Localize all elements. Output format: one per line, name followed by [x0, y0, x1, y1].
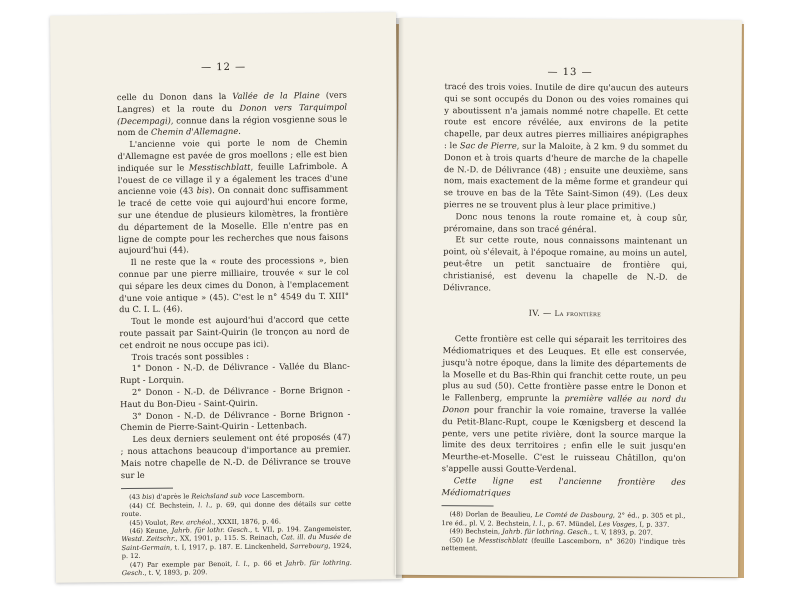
- text-run: Le Comté de Dasbourg: [534, 511, 613, 520]
- text-run: , 1924, p. 12.: [121, 541, 352, 561]
- text-run: , p. 66 et: [247, 558, 286, 568]
- text-run: bis: [142, 493, 152, 502]
- paragraph: [120, 361, 350, 387]
- text-run: Les Vosges: [598, 519, 636, 529]
- text-run: , p. 69, qui donne des détails sur cette route.: [121, 499, 352, 519]
- text-run: Cette frontière est celle qui séparait les territoires des Médiomatriques et des Leuques. Et elle est conservée, jusqu'à notre époque, dans la limite des départements de la Moselle et du Bas-Rhin qui franchit cette route, un peu plus au sud (50). Cette frontière passe entre le Donon et le Fallenberg, emprunte la: [442, 333, 687, 404]
- text-run: Les deux derniers seulement ont été proposés (47) ; nous attachons beaucoup d'importance au premier. Mais notre chapelle de N.-D. de Délivrance se trouve sur le: [120, 431, 351, 480]
- text-run: (48) Dorlan de Beaulieu,: [449, 510, 536, 520]
- page-number: — 13 —: [547, 66, 593, 79]
- text-run: Westd. Zeitschr.: [121, 534, 176, 544]
- paragraph: [119, 255, 350, 316]
- text-run: Messtischblatt: [478, 535, 528, 545]
- text-run: , 2° éd., p. 305 et pl., 1re éd., pl. V, 2. Bechstein,: [441, 511, 686, 528]
- text-run: L'ancienne voie qui porte le nom de Chemin d'Allemagne est pavée de gros moellons ; elle est bien indiquée sur le: [117, 136, 348, 173]
- text-run: Vallée de la Plaine: [232, 90, 320, 101]
- text-run: (vers Langres) et la route du: [116, 89, 347, 114]
- left-footnotes: [121, 491, 352, 577]
- text-run: (46) Keune,: [129, 526, 172, 535]
- footnote: [441, 510, 685, 529]
- right-body: [443, 81, 688, 295]
- text-run: , I, p. 337.: [635, 520, 670, 529]
- text-run: (feuille Lascemborn, n° 3620) l'indique très nettement.: [441, 536, 686, 553]
- right-page-text: [441, 81, 688, 554]
- text-run: Jahrb. für lothring. Gesch.: [121, 558, 352, 578]
- footnote-rule: [121, 488, 173, 490]
- text-run: ) d'après le: [151, 492, 192, 502]
- text-run: .: [238, 126, 241, 137]
- text-run: , XXXII, 1876, p. 46.: [213, 516, 281, 526]
- text-run: Trois tracés sont possibles :: [131, 350, 250, 362]
- paragraph: [120, 385, 350, 411]
- paragraph: [120, 432, 350, 482]
- text-run: , XX, 1901, p. 115. S. Reinach,: [175, 533, 282, 543]
- footnote: [122, 558, 352, 577]
- section-title: La frontière: [554, 309, 602, 319]
- paragraph: [442, 475, 686, 500]
- text-run: Cette ligne est l'ancienne frontière des Médiomatriques: [441, 474, 686, 498]
- text-run: Donc nous tenons la route romaine et, à coup sûr, préromaine, dans son tracé général.: [443, 210, 688, 234]
- text-run: Reichsland sub voce: [191, 491, 260, 501]
- section-number: IV. —: [528, 308, 552, 319]
- text-run: l. l.: [533, 519, 544, 528]
- right-body-section: [442, 333, 687, 500]
- page-number: — 12 —: [200, 61, 247, 74]
- text-run: Rev. archéol.: [170, 517, 214, 527]
- right-footnotes: [441, 510, 685, 554]
- text-run: celle du Donon dans la: [116, 90, 233, 103]
- paragraph: [117, 90, 347, 140]
- footnote-rule: [442, 505, 494, 506]
- text-run: Messtischblatt: [188, 161, 251, 173]
- book-gutter: [396, 18, 404, 578]
- text-run: (47) Par exemple par Benoit,: [129, 559, 236, 569]
- text-run: 1° Donon - N.-D. de Délivrance - Vallée du Blanc-Rupt - Lorquin.: [119, 361, 350, 386]
- text-run: ). On connait donc suffisamment le tracé de cette voie qui aujourd'hui encore forme, sur une étendue de plusieurs kilomètres, la frontière du département de la Moselle. Elle n'entre pas en ligne de compte pour les recherches que nous faisons aujourd'hui (44).: [117, 184, 349, 256]
- paragraph: [443, 234, 687, 295]
- text-run: pour franchir la voie romaine, traverse la vallée du Petit-Blanc-Rupt, coupe le Kœnigsberg et descend la pente, vers une petite rivière, dont la source marque la limite des deux territoires ; enfin elle le suit jusqu'en Meurthe-et-Moselle. C'est le ruisseau Châtillon, qu'on s'appelle aussi Goutte-Verdenal.: [441, 404, 687, 474]
- text-run: (45) Voulot,: [129, 518, 171, 527]
- text-run: 2° Donon - N.-D. de Délivrance - Borne Brignon - Haut du Bon-Dieu - Saint-Quirin.: [120, 384, 351, 409]
- text-run: première vallée au nord du Donon: [442, 393, 687, 415]
- text-run: (50) Le: [449, 535, 479, 544]
- text-run: Et sur cette route, nous connaissons maintenant un point, où s'élevait, à l'époque romaine, au moins un autel, peut-être un petit sanctuaire de frontière qui, christianisé, est devenu la chapelle de N.-D. de Délivrance.: [443, 234, 688, 293]
- text-run: bis: [196, 185, 209, 196]
- text-run: , connue dans la région vosgienne sous le nom de: [117, 113, 348, 138]
- text-run: tracé des trois voies. Inutile de dire qu'aucun des auteurs qui se sont occupés du Donon ou des voies romaines qui y aboutissent n'a jamais nommé notre chapelle. Et cette route est encore révélée, aux environs de la petite chapelle, par deux autres pierres milliaires anépigraphes : le: [444, 81, 689, 151]
- text-run: Jahrb. für lothr. Gesch.: [171, 525, 251, 535]
- paragraph: [444, 81, 689, 212]
- text-run: Lascemborn.: [259, 491, 305, 500]
- text-run: Il ne reste que la « route des processions », bien connue par une pierre milliaire, trouvée « sur le col qui sépare les deux cimes du Donon, à l'emplacement d'une voie antique » (45). C'est le n° 4549 du T. XIII° du C. I. L. (46).: [118, 254, 350, 315]
- footnote: [441, 536, 685, 555]
- section-heading: [443, 307, 687, 321]
- text-run: 3° Donon - N.-D. de Délivrance - Borne Brignon - Chemin de Pierre-Saint-Quirin - Lettenbach.: [120, 408, 351, 433]
- left-page: [50, 12, 402, 583]
- text-run: Cat. ill. du Musée de Saint-Germain: [121, 533, 352, 552]
- text-run: , t. I, 1917, p. 187. E. Linckenheld,: [170, 542, 290, 552]
- paragraph: [442, 333, 687, 476]
- text-run: (43: [129, 493, 143, 502]
- text-run: l. l.: [235, 559, 248, 568]
- text-run: Tout le monde est aujourd'hui d'accord que cette route passait par Saint-Quirin (le tronçon au nord de cet endroit ne nous occupe pas ici).: [119, 313, 350, 350]
- text-run: , t. V, 1893, p. 209.: [144, 568, 208, 577]
- text-run: , sur la Maloite, à 2 km. 9 du sommet du Donon et à trois quarts d'heure de marche de la chapelle de N.-D. de Délivrance (48) ; ensuite une deuxième, sans nom, mais exactement de la même forme et grandeur qui se trouve en bas de la Tête Saint-Simon (49). (Les deux pierres ne se trouvent plus à leur place primitive.): [443, 140, 689, 211]
- text-run: Jahrb. für lothring. Gesch.: [502, 527, 591, 537]
- right-page: [395, 18, 742, 577]
- text-run: Donon vers Tarquimpol (Decempagi): [117, 101, 348, 126]
- text-run: Chemin d'Allemagne: [150, 126, 239, 138]
- paragraph: [119, 314, 349, 352]
- left-body: [117, 90, 351, 482]
- left-page-text: [117, 90, 352, 578]
- text-run: Sarrebourg: [289, 541, 329, 551]
- paragraph: [443, 211, 687, 236]
- text-run: (44) Cf. Bechstein,: [129, 501, 199, 510]
- paragraph: [120, 408, 350, 434]
- text-run: , t. VII, p. 194. Zangemeister,: [250, 524, 352, 534]
- text-run: (49) Bechstein,: [449, 527, 503, 536]
- text-run: l. l.: [198, 500, 211, 510]
- text-run: , p. 67. Mündel,: [543, 519, 599, 528]
- paragraph: [117, 137, 348, 257]
- footnote: [121, 525, 351, 561]
- text-run: , feuille Lafrimbole. A l'ouest de ce village il y a également les traces d'une ancienne voie (43: [117, 160, 348, 197]
- text-run: , t. V, 1893, p. 207.: [589, 528, 653, 537]
- text-run: Sac de Pierre: [459, 140, 517, 151]
